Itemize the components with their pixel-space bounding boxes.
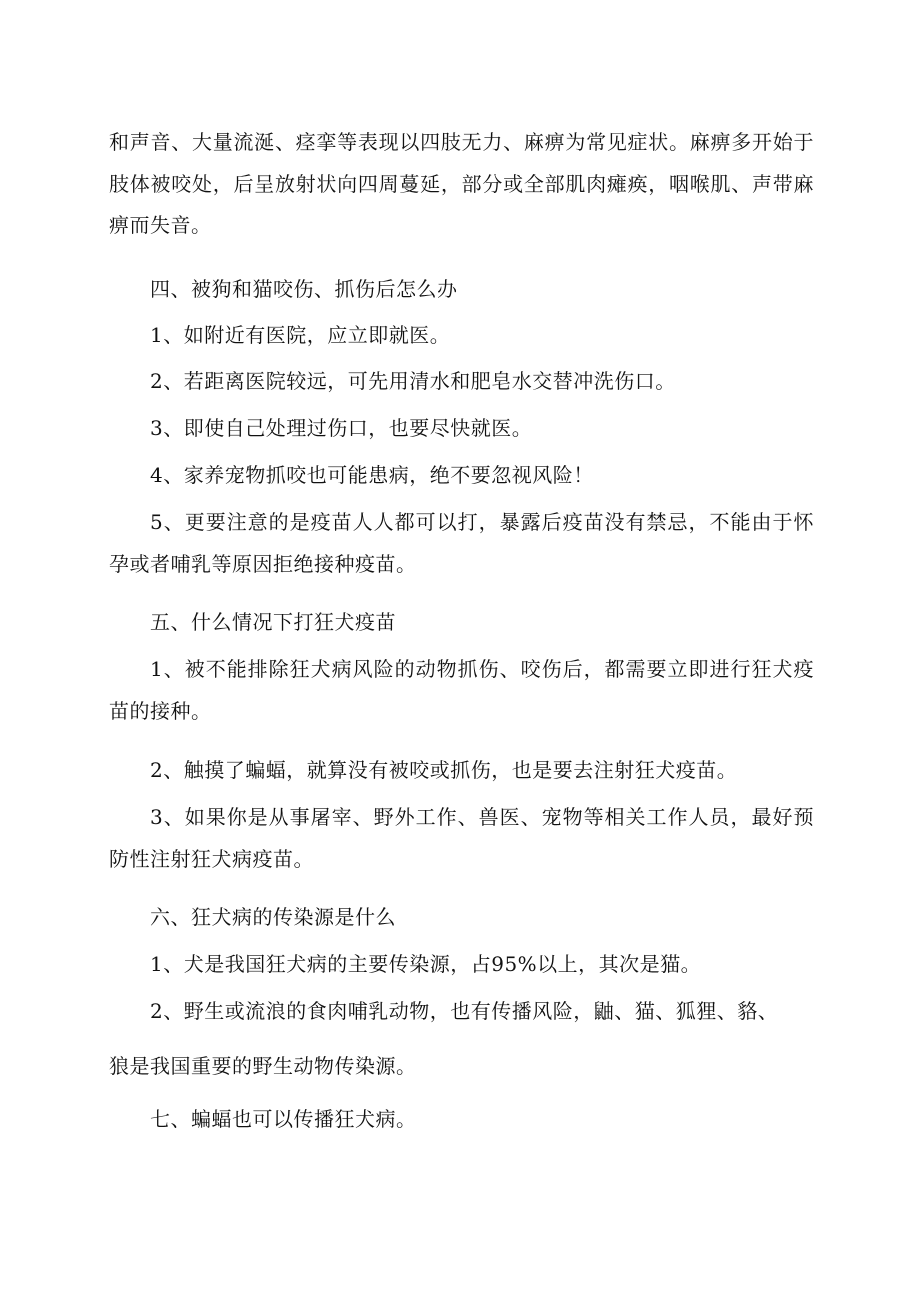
list-item: 3、即使自己处理过伤口，也要尽快就医。: [150, 416, 533, 440]
list-item: 1、被不能排除狂犬病风险的动物抓伤、咬伤后，都需要立即进行狂犬疫苗的接种。: [109, 657, 814, 723]
list-item: 2、若距离医院较远，可先用清水和肥皂水交替冲洗伤口。: [150, 369, 676, 393]
heading-section-five: 五、什么情况下打狂犬疫苗: [150, 610, 396, 634]
list-item: 2、触摸了蝙蝠，就算没有被咬或抓伤，也是要去注射狂犬疫苗。: [150, 758, 738, 782]
heading-section-four: 四、被狗和猫咬伤、抓伤后怎么办: [150, 277, 458, 301]
paragraph-symptoms-continued: 和声音、大量流涎、痉挛等表现以四肢无力、麻痹为常见症状。麻痹多开始于肢体被咬处，后呈放射状向四周蔓延，部分或全部肌肉瘫痪，咽喉肌、声带麻痹而失音。: [109, 130, 814, 237]
list-item: 1、如附近有医院，应立即就医。: [150, 323, 451, 347]
list-item: 3、如果你是从事屠宰、野外工作、兽医、宠物等相关工作人员，最好预防性注射狂犬病疫苗。: [109, 805, 814, 871]
list-item: 1、犬是我国狂犬病的主要传染源，占95%以上，其次是猫。: [150, 952, 702, 976]
list-item-continued: 狼是我国重要的野生动物传染源。: [109, 1054, 417, 1078]
heading-section-seven: 七、蝙蝠也可以传播狂犬病。: [150, 1107, 417, 1131]
heading-section-six: 六、狂犬病的传染源是什么: [150, 905, 396, 929]
list-item: 5、更要注意的是疫苗人人都可以打，暴露后疫苗没有禁忌，不能由于怀孕或者哺乳等原因拒绝接种疫苗。: [109, 510, 814, 576]
list-item: 4、家养宠物抓咬也可能患病，绝不要忽视风险！: [150, 463, 594, 487]
list-item: 2、野生或流浪的食肉哺乳动物，也有传播风险，鼬、猫、狐狸、貉、: [150, 999, 779, 1023]
